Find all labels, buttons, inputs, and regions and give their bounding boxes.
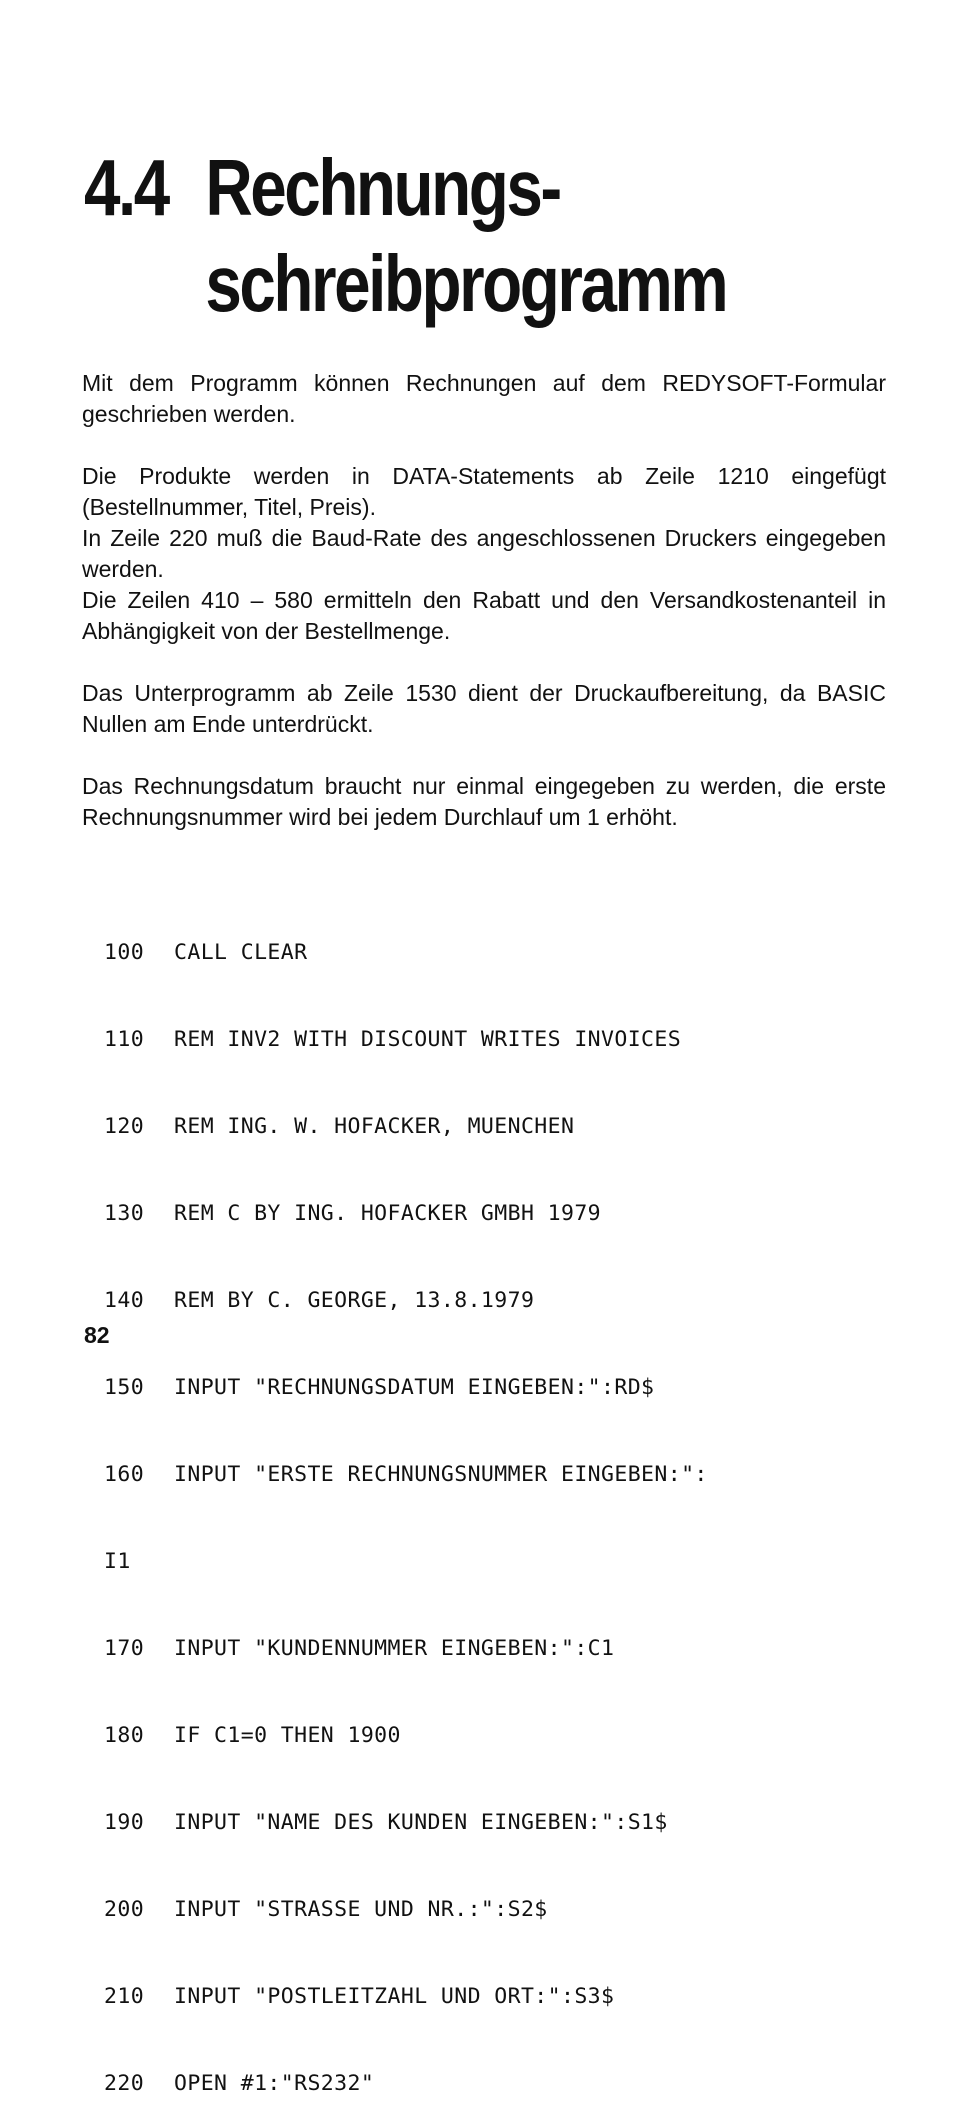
- code-line: [104, 2069, 708, 2098]
- code-statement: INPUT "RECHNUNGSDATUM EINGEBEN:":RD$: [174, 1375, 655, 1400]
- code-line-number: 130: [104, 1201, 145, 1226]
- code-line-number: 220: [104, 2071, 145, 2096]
- code-statement: REM INV2 WITH DISCOUNT WRITES INVOICES: [174, 1027, 682, 1052]
- code-statement: INPUT "ERSTE RECHNUNGSNUMMER EINGEBEN:":: [174, 1462, 708, 1487]
- chapter-heading: [84, 140, 726, 332]
- code-line: [104, 1895, 708, 1924]
- code-statement: REM BY C. GEORGE, 13.8.1979: [174, 1288, 535, 1313]
- code-line: [104, 1373, 708, 1402]
- code-line: [104, 1634, 708, 1663]
- paragraph-subroutine: Das Unterprogramm ab Zeile 1530 dient der Druckaufbereitung, da BASIC Nullen am Ende unterdrückt.: [82, 680, 886, 737]
- chapter-title-line-1: Rechnungs-: [205, 143, 560, 232]
- code-line-number: 190: [104, 1810, 145, 1835]
- chapter-number: 4.4: [84, 143, 168, 232]
- code-line-number: 210: [104, 1984, 145, 2009]
- code-line: [104, 1982, 708, 2011]
- code-line-number: 200: [104, 1897, 145, 1922]
- code-statement: INPUT "STRASSE UND NR.:":S2$: [174, 1897, 548, 1922]
- code-line-number: 120: [104, 1114, 145, 1139]
- code-line: [104, 1286, 708, 1315]
- paragraph-invoice-date: Das Rechnungsdatum braucht nur einmal eingegeben zu werden, die erste Rechnungsnummer wird bei jedem Durchlauf um 1 erhöht.: [82, 773, 886, 830]
- code-statement: INPUT "KUNDENNUMMER EINGEBEN:":C1: [174, 1636, 615, 1661]
- paragraph-intro: Mit dem Programm können Rechnungen auf dem REDYSOFT-Formular geschrieben werden.: [82, 370, 886, 427]
- code-statement: OPEN #1:"RS232": [174, 2071, 375, 2096]
- code-line: [104, 938, 708, 967]
- code-line-number: 160: [104, 1462, 145, 1487]
- code-line-number: 140: [104, 1288, 145, 1313]
- code-line: [104, 1460, 708, 1489]
- code-statement: CALL CLEAR: [174, 940, 308, 965]
- paragraph-discount: Die Zeilen 410 – 580 ermitteln den Rabatt und den Versandkostenanteil in Abhängigkeit von der Bestellmenge.: [82, 587, 886, 644]
- paragraph-baud-rate: In Zeile 220 muß die Baud-Rate des angeschlossenen Druckers eingegeben werden.: [82, 525, 886, 582]
- code-statement: INPUT "POSTLEITZAHL UND ORT:":S3$: [174, 1984, 615, 2009]
- code-statement: REM C BY ING. HOFACKER GMBH 1979: [174, 1201, 602, 1226]
- code-line-number: 180: [104, 1723, 145, 1748]
- code-line-continuation: [104, 1547, 708, 1576]
- code-line: [104, 1112, 708, 1141]
- page-number: 82: [84, 1322, 110, 1348]
- chapter-title-line-2: schreibprogramm: [205, 239, 727, 328]
- code-line-number: 110: [104, 1027, 145, 1052]
- code-line-number: 100: [104, 940, 145, 965]
- code-line: [104, 1808, 708, 1837]
- code-statement: INPUT "NAME DES KUNDEN EINGEBEN:":S1$: [174, 1810, 668, 1835]
- code-line: [104, 1199, 708, 1228]
- code-line: [104, 1721, 708, 1750]
- basic-code-listing: [104, 880, 708, 2127]
- code-statement: REM ING. W. HOFACKER, MUENCHEN: [174, 1114, 575, 1139]
- code-line-number: 150: [104, 1375, 145, 1400]
- code-statement: IF C1=0 THEN 1900: [174, 1723, 401, 1748]
- code-statement: I1: [104, 1549, 131, 1574]
- paragraph-data-statements: Die Produkte werden in DATA-Statements ab Zeile 1210 eingefügt (Bestellnummer, Titel, Preis).: [82, 463, 886, 520]
- code-line: [104, 1025, 708, 1054]
- body-text: [82, 368, 886, 833]
- code-line-number: 170: [104, 1636, 145, 1661]
